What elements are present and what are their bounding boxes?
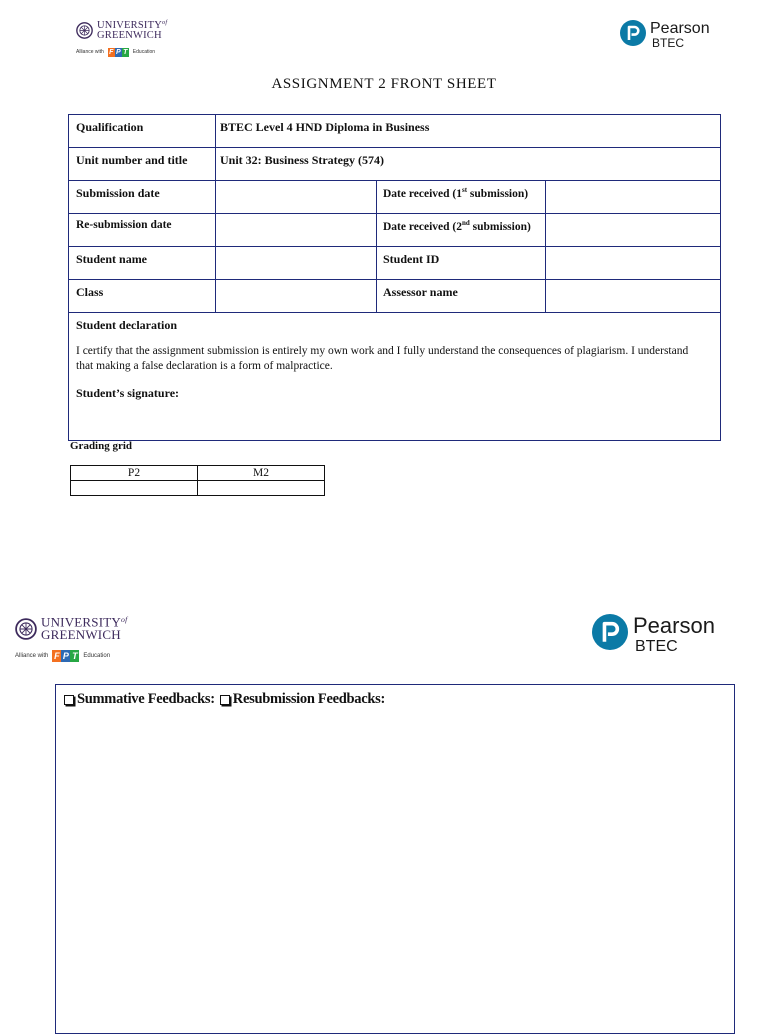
class-label: Class xyxy=(76,285,104,299)
table-rule xyxy=(69,213,720,214)
date-received-2-post: submission) xyxy=(469,221,531,233)
fpt-letter-t: T xyxy=(72,651,78,662)
fpt-letter-p: P xyxy=(62,651,69,662)
student-name-label: Student name xyxy=(76,252,148,266)
university-of-word: of xyxy=(162,19,168,26)
front-sheet-table xyxy=(68,114,721,441)
submission-date-label: Submission date xyxy=(76,186,160,200)
summative-feedback-label: Summative Feedbacks: xyxy=(77,691,215,707)
feedback-box xyxy=(55,684,735,1034)
date-received-2-pre: Date received (2 xyxy=(383,221,462,233)
summative-checkbox-icon[interactable] xyxy=(64,695,74,705)
resubmission-checkbox-icon[interactable] xyxy=(220,695,230,705)
grading-grid-table xyxy=(70,465,325,496)
university-of-word: of xyxy=(121,615,128,624)
document-title: ASSIGNMENT 2 FRONT SHEET xyxy=(271,76,497,92)
unit-label: Unit number and title xyxy=(76,153,188,167)
alliance-text: Alliance with xyxy=(76,49,104,56)
pearson-word: Pearson xyxy=(633,613,715,638)
fpt-letter-f: F xyxy=(54,651,60,662)
education-text: Education xyxy=(83,653,111,660)
university-greenwich-logo-page2 xyxy=(15,616,127,662)
table-rule xyxy=(69,246,720,247)
date-received-2-label xyxy=(383,219,531,233)
education-text: Education xyxy=(132,49,156,56)
fpt-letter-p: P xyxy=(115,48,121,56)
date-received-1-label xyxy=(383,186,528,200)
feedback-options-line xyxy=(64,691,385,708)
resubmission-feedback-label: Resubmission Feedbacks: xyxy=(232,691,386,707)
btec-word: BTEC xyxy=(635,638,678,655)
unit-value: Unit 32: Business Strategy (574) xyxy=(220,153,384,167)
university-seal-icon xyxy=(76,22,93,39)
table-rule xyxy=(69,147,720,148)
grading-grid-title: Grading grid xyxy=(70,440,133,452)
qualification-value: BTEC Level 4 HND Diploma in Business xyxy=(220,120,430,134)
fpt-logo xyxy=(52,650,79,662)
university-word: UNIVERSITY xyxy=(97,19,162,31)
student-id-label: Student ID xyxy=(383,252,440,266)
date-received-1-pre: Date received (1 xyxy=(383,188,462,200)
date-received-2-sup: nd xyxy=(461,219,470,227)
grade-header-p2: P2 xyxy=(71,466,198,481)
pearson-icon xyxy=(592,614,628,650)
btec-word: BTEC xyxy=(652,36,685,50)
qualification-label: Qualification xyxy=(76,120,144,134)
declaration-text: I certify that the assignment submission is entirely my own work and I fully understand the consequences of plagiarism. I understand that making a false declaration is a form of malpractice. xyxy=(76,345,689,372)
fpt-logo xyxy=(108,48,129,57)
table-row xyxy=(71,466,325,481)
pearson-word: Pearson xyxy=(650,20,710,37)
alliance-text: Alliance with xyxy=(15,653,49,660)
university-word: UNIVERSITY xyxy=(41,614,121,630)
table-rule xyxy=(69,180,720,181)
grade-cell-m2 xyxy=(198,481,325,496)
table-row xyxy=(71,481,325,496)
date-received-1-sup: st xyxy=(461,186,468,194)
assessor-name-label: Assessor name xyxy=(383,285,458,299)
pearson-btec-logo-page2 xyxy=(592,614,715,656)
table-rule xyxy=(69,312,720,313)
university-greenwich-logo xyxy=(76,20,167,57)
greenwich-word: GREENWICH xyxy=(41,627,121,643)
student-declaration-heading: Student declaration xyxy=(76,318,178,332)
pearson-icon xyxy=(620,20,646,46)
fpt-letter-t: T xyxy=(123,48,128,56)
university-seal-icon xyxy=(15,618,37,640)
table-rule xyxy=(69,279,720,280)
table-rule xyxy=(376,180,377,312)
table-rule xyxy=(545,180,546,312)
greenwich-word: GREENWICH xyxy=(97,29,162,41)
grade-header-m2: M2 xyxy=(198,466,325,481)
resubmission-date-label: Re-submission date xyxy=(76,219,172,231)
date-received-1-post: submission) xyxy=(467,188,529,200)
table-rule xyxy=(215,115,216,312)
grade-cell-p2 xyxy=(71,481,198,496)
pearson-btec-logo xyxy=(620,20,710,50)
signature-label: Student’s signature: xyxy=(76,386,180,400)
fpt-letter-f: F xyxy=(109,48,114,56)
